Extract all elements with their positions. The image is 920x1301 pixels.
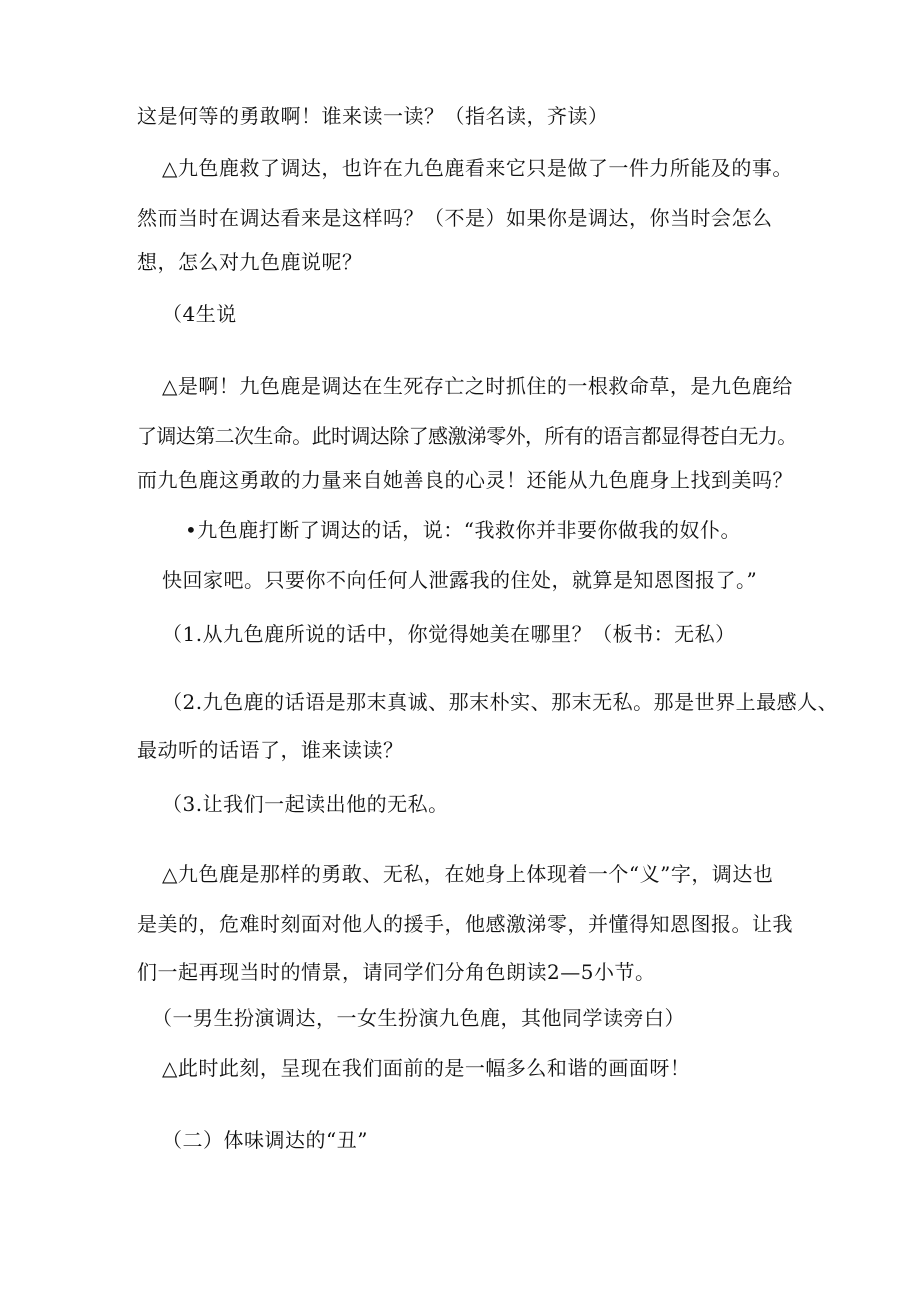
text-line-3: 然而当时在调达看来是这样吗？（不是）如果你是调达，你当时会怎么 [137, 206, 773, 230]
text-line-19: △此时此刻，呈现在我们面前的是一幅多么和谐的画面呀！ [162, 1056, 691, 1080]
text-line-11: （1.从九色鹿所说的话中，你觉得她美在哪里？（板书：无私） [162, 622, 736, 646]
text-line-17: 们一起再现当时的情景，请同学们分角色朗读2—5小节。 [137, 960, 656, 984]
text-line-2: △九色鹿救了调达，也许在九色鹿看来它只是做了一件力所能及的事。 [162, 156, 793, 180]
text-line-4: 想，怎么对九色鹿说呢？ [137, 250, 363, 274]
text-line-5: （4生说 [162, 302, 237, 326]
text-line-9: •九色鹿打断了调达的话，说：“我救你并非要你做我的奴仆。 [185, 518, 742, 542]
text-line-18: （一男生扮演调达，一女生扮演九色鹿，其他同学读旁白） [152, 1006, 685, 1030]
text-line-10: 快回家吧。只要你不向任何人泄露我的住处，就算是知恩图报了。” [162, 568, 758, 592]
text-line-20: （二）体味调达的“丑” [162, 1128, 368, 1152]
text-line-1: 这是何等的勇敢啊！谁来读一读？（指名读，齐读） [137, 104, 609, 128]
text-line-8: 而九色鹿这勇敢的力量来自她善良的心灵！还能从九色鹿身上找到美吗？ [137, 468, 793, 492]
text-line-14: （3.让我们一起读出他的无私。 [162, 792, 449, 816]
text-line-12: （2.九色鹿的话语是那末真诚、那末朴实、那末无私。那是世界上最感人、 [162, 690, 839, 714]
text-line-16: 是美的，危难时刻面对他人的援手，他感激涕零，并懂得知恩图报。让我 [137, 912, 793, 936]
text-line-6: △是啊！九色鹿是调达在生死存亡之时抓住的一根救命草，是九色鹿给 [162, 374, 793, 398]
text-line-15: △九色鹿是那样的勇敢、无私，在她身上体现着一个“义”字，调达也 [162, 862, 774, 886]
text-line-7: 了调达第二次生命。此时调达除了感激涕零外，所有的语言都显得苍白无力。 [137, 424, 797, 448]
text-line-13: 最动听的话语了，谁来读读？ [137, 738, 404, 762]
